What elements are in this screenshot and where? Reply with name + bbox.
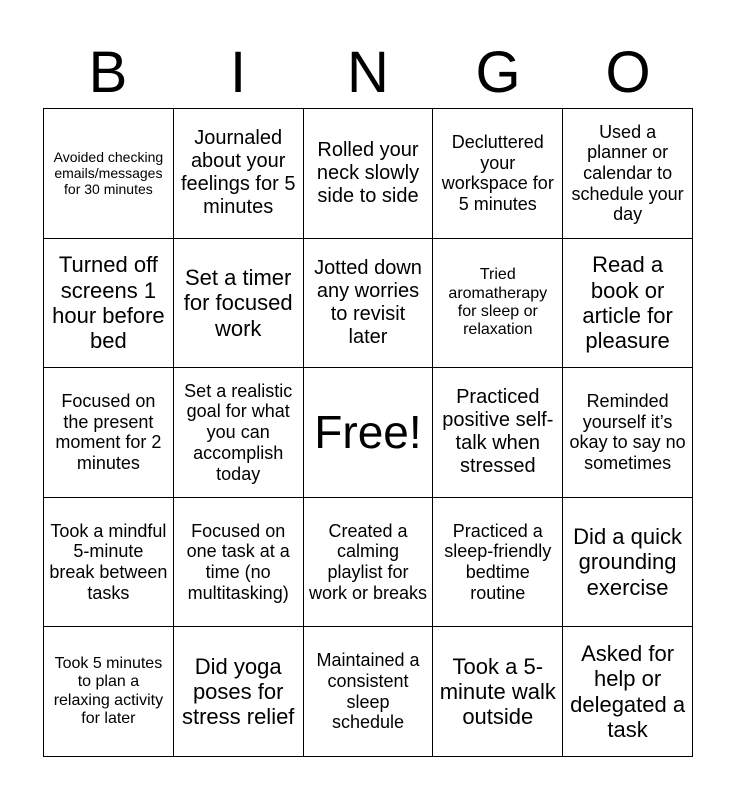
bingo-cell: Rolled your neck slowly side to side [304,109,434,239]
bingo-cell: Tried aromatherapy for sleep or relaxation [433,239,563,369]
bingo-cell: Did yoga poses for stress relief [174,627,304,757]
header-letter-n: N [347,40,389,105]
bingo-cell: Turned off screens 1 hour before bed [44,239,174,369]
header-letter-b: B [88,40,128,105]
bingo-cell: Read a book or article for pleasure [563,239,693,369]
bingo-cell: Maintained a consistent sleep schedule [304,627,434,757]
bingo-cell: Set a realistic goal for what you can accomplish today [174,368,304,498]
bingo-cell: Journaled about your feelings for 5 minutes [174,109,304,239]
bingo-cell: Used a planner or calendar to schedule your day [563,109,693,239]
header-letter-g: G [475,40,521,105]
bingo-cell: Created a calming playlist for work or breaks [304,498,434,628]
bingo-cell: Did a quick grounding exercise [563,498,693,628]
bingo-cell: Practiced positive self-talk when stressed [433,368,563,498]
bingo-grid [43,108,693,757]
bingo-cell: Avoided checking emails/messages for 30 minutes [44,109,174,239]
bingo-cell: Set a timer for focused work [174,239,304,369]
bingo-cell: Focused on the present moment for 2 minutes [44,368,174,498]
free-space: Free! [304,368,434,498]
bingo-cell: Practiced a sleep-friendly bedtime routine [433,498,563,628]
bingo-cell: Took a mindful 5-minute break between tasks [44,498,174,628]
bingo-cell: Focused on one task at a time (no multitasking) [174,498,304,628]
header-letter-o: O [605,40,651,105]
bingo-cell: Jotted down any worries to revisit later [304,239,434,369]
bingo-cell: Decluttered your workspace for 5 minutes [433,109,563,239]
bingo-cell: Asked for help or delegated a task [563,627,693,757]
bingo-header [43,38,693,108]
bingo-cell: Reminded yourself it’s okay to say no sometimes [563,368,693,498]
header-letter-i: I [229,40,247,105]
bingo-cell: Took a 5-minute walk outside [433,627,563,757]
bingo-cell: Took 5 minutes to plan a relaxing activity for later [44,627,174,757]
